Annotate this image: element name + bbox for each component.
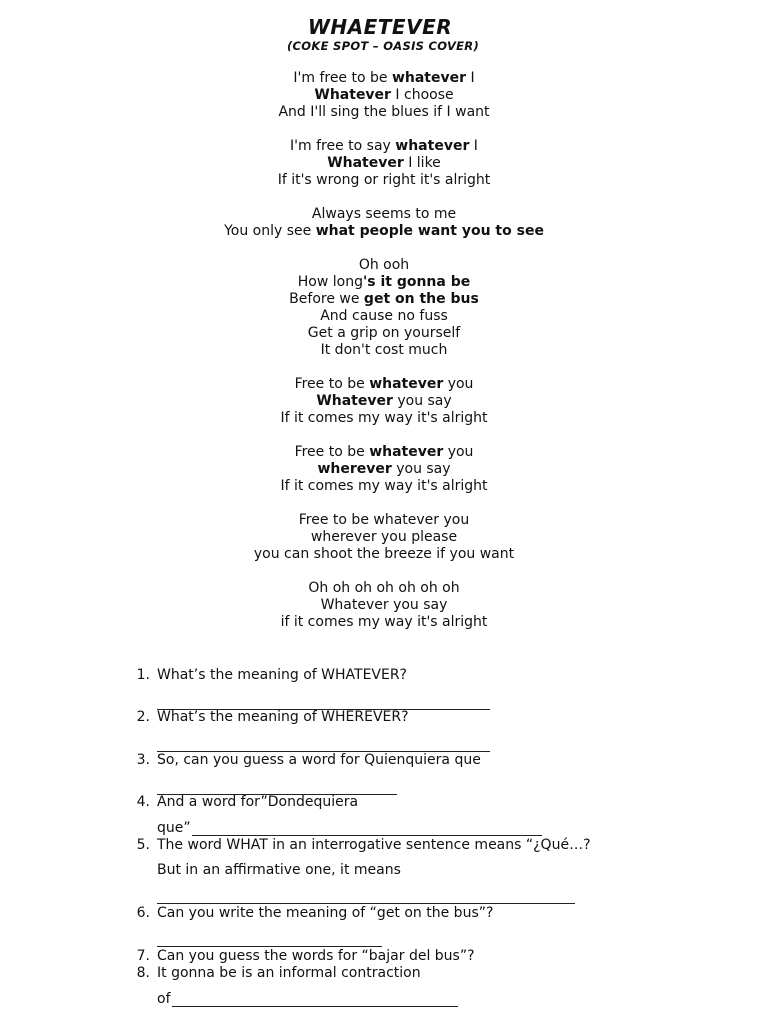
- lyric-line: [0, 138, 768, 155]
- lyric-line: [0, 461, 768, 478]
- question-text: Can you write the meaning of “get on the bus”?: [157, 905, 494, 921]
- question-text-continued: of: [157, 991, 171, 1007]
- lyric-text: you can shoot the breeze if you want: [253, 546, 515, 562]
- lyric-text: you: [443, 444, 474, 460]
- lyric-text: If it's wrong or right it's alright: [277, 172, 491, 188]
- lyric-emphasis: Whatever: [314, 87, 391, 103]
- lyric-text: Whatever you say: [320, 597, 448, 613]
- lyric-line: [0, 325, 768, 342]
- lyrics-stanza: [0, 376, 768, 427]
- lyric-line: [0, 376, 768, 393]
- lyric-line: [0, 393, 768, 410]
- lyric-text: And cause no fuss: [320, 308, 448, 324]
- question-text: What’s the meaning of WHEREVER?: [157, 709, 409, 725]
- lyric-text: I'm free to be: [293, 70, 392, 86]
- lyric-line: [0, 342, 768, 359]
- lyric-line: [0, 512, 768, 529]
- question-text: It gonna be is an informal contraction: [157, 965, 421, 981]
- lyric-text: Free to be: [294, 444, 370, 460]
- lyric-text: If it comes my way it's alright: [280, 410, 488, 426]
- answer-blank-6[interactable]: [157, 946, 382, 947]
- lyric-line: [0, 274, 768, 291]
- lyric-text: you: [443, 376, 474, 392]
- lyric-text: you say: [391, 461, 451, 477]
- question-number: 7.: [136, 948, 150, 964]
- lyric-text: How long: [297, 274, 363, 290]
- question-text: What’s the meaning of WHATEVER?: [157, 667, 407, 683]
- question-number: 2.: [136, 709, 150, 725]
- question-text: So, can you guess a word for Quienquiera que: [157, 752, 481, 768]
- lyric-line: [0, 478, 768, 495]
- lyrics-stanza: [0, 206, 768, 240]
- lyric-emphasis: whatever: [391, 70, 467, 86]
- song-subtitle: (COKE SPOT – OASIS COVER): [286, 39, 480, 53]
- lyric-text: And I'll sing the blues if I want: [278, 104, 490, 120]
- lyric-text: I: [466, 70, 475, 86]
- lyric-line: [0, 597, 768, 614]
- lyric-emphasis: wherever: [317, 461, 392, 477]
- lyric-text: Oh ooh: [358, 257, 410, 273]
- lyric-emphasis: 's it gonna be: [362, 274, 471, 290]
- question-text: The word WHAT in an interrogative sentence means “¿Qué…?: [157, 837, 591, 853]
- lyric-emphasis: whatever: [369, 444, 444, 460]
- question-number: 3.: [136, 752, 150, 768]
- lyric-text: You only see: [224, 223, 316, 239]
- lyrics-stanza: [0, 512, 768, 563]
- lyric-line: [0, 172, 768, 189]
- answer-blank-4[interactable]: [192, 835, 542, 836]
- lyric-line: [0, 308, 768, 325]
- lyrics-stanza: [0, 444, 768, 495]
- lyric-line: [0, 104, 768, 121]
- lyric-text: you say: [392, 393, 452, 409]
- question-number: 6.: [136, 905, 150, 921]
- lyric-emphasis: whatever: [369, 376, 444, 392]
- lyric-text: Free to be: [294, 376, 370, 392]
- lyric-text: Get a grip on yourself: [307, 325, 461, 341]
- lyric-line: [0, 444, 768, 461]
- lyrics-stanza: [0, 257, 768, 359]
- lyric-text: Oh oh oh oh oh oh oh: [308, 580, 460, 596]
- lyrics-stanza: [0, 70, 768, 121]
- question-text-continued: But in an affirmative one, it means: [157, 862, 401, 878]
- lyric-text: if it comes my way it's alright: [280, 614, 488, 630]
- lyric-emphasis: get on the bus: [363, 291, 479, 307]
- question-number: 4.: [136, 794, 150, 810]
- lyric-emphasis: whatever: [395, 138, 470, 154]
- lyric-text: I'm free to say: [290, 138, 396, 154]
- lyric-text: If it comes my way it's alright: [280, 478, 488, 494]
- question-text: Can you guess the words for “bajar del bus”?: [157, 948, 475, 964]
- lyric-line: [0, 410, 768, 427]
- lyric-line: [0, 155, 768, 172]
- lyric-text: I choose: [390, 87, 454, 103]
- lyric-text: wherever you please: [310, 529, 458, 545]
- lyric-line: [0, 614, 768, 631]
- lyric-line: [0, 529, 768, 546]
- lyric-emphasis: Whatever: [327, 155, 404, 171]
- lyric-line: [0, 87, 768, 104]
- question-text: And a word for”Dondequiera: [157, 794, 359, 810]
- lyrics-stanza: [0, 138, 768, 189]
- lyric-line: [0, 291, 768, 308]
- answer-blank-5[interactable]: [157, 903, 575, 904]
- lyric-text: It don't cost much: [320, 342, 448, 358]
- answer-blank-8[interactable]: [172, 1006, 458, 1007]
- lyrics-stanza: [0, 580, 768, 631]
- question-number: 5.: [136, 837, 150, 853]
- question-text-continued: que”: [157, 820, 191, 836]
- lyric-text: I: [469, 138, 478, 154]
- lyric-text: Always seems to me: [311, 206, 457, 222]
- lyric-text: Before we: [289, 291, 364, 307]
- lyric-line: [0, 206, 768, 223]
- lyric-line: [0, 223, 768, 240]
- lyric-line: [0, 546, 768, 563]
- lyric-text: I like: [403, 155, 441, 171]
- lyric-emphasis: what people want you to see: [315, 223, 544, 239]
- question-number: 1.: [136, 667, 150, 683]
- song-title: WHAETEVER: [307, 15, 453, 39]
- lyrics-block: [0, 70, 768, 648]
- lyric-line: [0, 70, 768, 87]
- question-number: 8.: [136, 965, 150, 981]
- lyric-text: Free to be whatever you: [298, 512, 470, 528]
- lyric-emphasis: Whatever: [316, 393, 393, 409]
- lyric-line: [0, 257, 768, 274]
- lyric-line: [0, 580, 768, 597]
